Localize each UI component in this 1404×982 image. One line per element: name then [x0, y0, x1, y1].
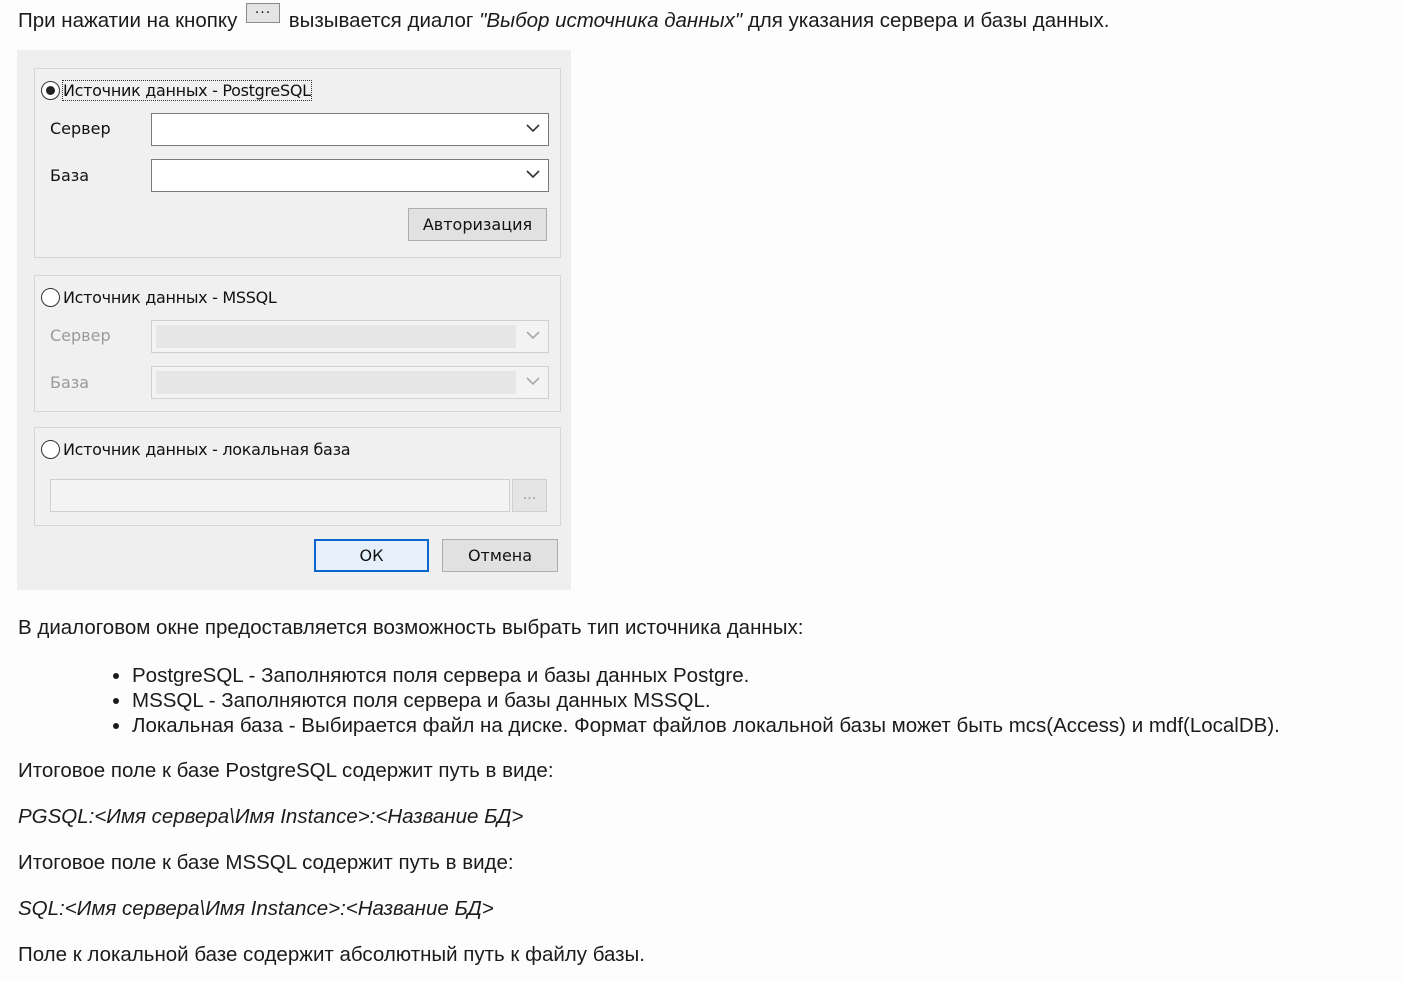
postgres-radio[interactable]	[41, 81, 60, 100]
list-item: • PostgreSQL - Заполняются поля сервера и базы данных Postgre.	[132, 663, 1280, 688]
mssql-radio[interactable]	[41, 288, 60, 307]
mssql-path-format: SQL:<Имя сервера\Имя Instance>:<Название БД>	[18, 897, 494, 920]
local-radio-label[interactable]: Источник данных - локальная база	[63, 440, 351, 459]
mssql-db-label: База	[50, 373, 90, 392]
postgres-db-combo[interactable]	[151, 159, 549, 192]
intro-paragraph	[18, 0, 1110, 34]
chevron-down-icon	[526, 169, 540, 179]
mssql-server-combo[interactable]	[151, 320, 549, 353]
intro-text-before: При нажатии на кнопку	[18, 9, 238, 32]
mssql-radio-label[interactable]: Источник данных - MSSQL	[63, 288, 277, 307]
postgres-server-label: Сервер	[50, 119, 111, 138]
local-radio[interactable]	[41, 440, 60, 459]
chevron-down-icon	[526, 123, 540, 133]
source-type-list	[112, 663, 1280, 738]
mssql-path-intro: Итоговое поле к базе MSSQL содержит путь в виде:	[18, 851, 514, 874]
postgres-server-combo[interactable]	[151, 113, 549, 146]
postgres-db-label: База	[50, 166, 90, 185]
postgres-radio-label[interactable]: Источник данных - PostgreSQL	[63, 81, 311, 100]
local-db-group	[34, 427, 561, 526]
dialog-name: "Выбор источника данных"	[479, 9, 743, 32]
intro-text-middle: вызывается диалог	[288, 9, 474, 32]
mssql-db-combo[interactable]	[151, 366, 549, 399]
local-path-field[interactable]	[50, 479, 510, 512]
pg-path-intro: Итоговое поле к базе PostgreSQL содержит путь в виде:	[18, 759, 554, 782]
local-radio-row[interactable]	[41, 440, 350, 459]
list-item: • Локальная база - Выбирается файл на диске. Формат файлов локальной базы может быть mcs(Access) и mdf(LocalDB).	[132, 713, 1280, 738]
choose-source-paragraph: В диалоговом окне предоставляется возможность выбрать тип источника данных:	[18, 616, 804, 639]
postgres-group	[34, 68, 561, 258]
mssql-server-label: Сервер	[50, 326, 111, 345]
inline-ellipsis-button-image	[246, 0, 280, 23]
ok-button[interactable]: ОК	[314, 539, 429, 572]
browse-button[interactable]: ...	[512, 479, 547, 512]
mssql-group	[34, 275, 561, 412]
chevron-down-icon	[526, 376, 540, 386]
pg-path-format: PGSQL:<Имя сервера\Имя Instance>:<Название БД>	[18, 805, 524, 828]
mssql-radio-row[interactable]	[41, 288, 277, 307]
inline-button-label: ...	[254, 0, 272, 17]
data-source-dialog	[17, 50, 571, 590]
postgres-radio-row[interactable]	[41, 81, 311, 100]
cancel-button[interactable]: Отмена	[442, 539, 558, 572]
list-item: • MSSQL - Заполняются поля сервера и базы данных MSSQL.	[132, 688, 1280, 713]
local-path-note: Поле к локальной базе содержит абсолютный путь к файлу базы.	[18, 943, 645, 966]
authorization-button[interactable]: Авторизация	[408, 208, 547, 241]
intro-text-after: для указания сервера и базы данных.	[747, 9, 1110, 32]
chevron-down-icon	[526, 330, 540, 340]
